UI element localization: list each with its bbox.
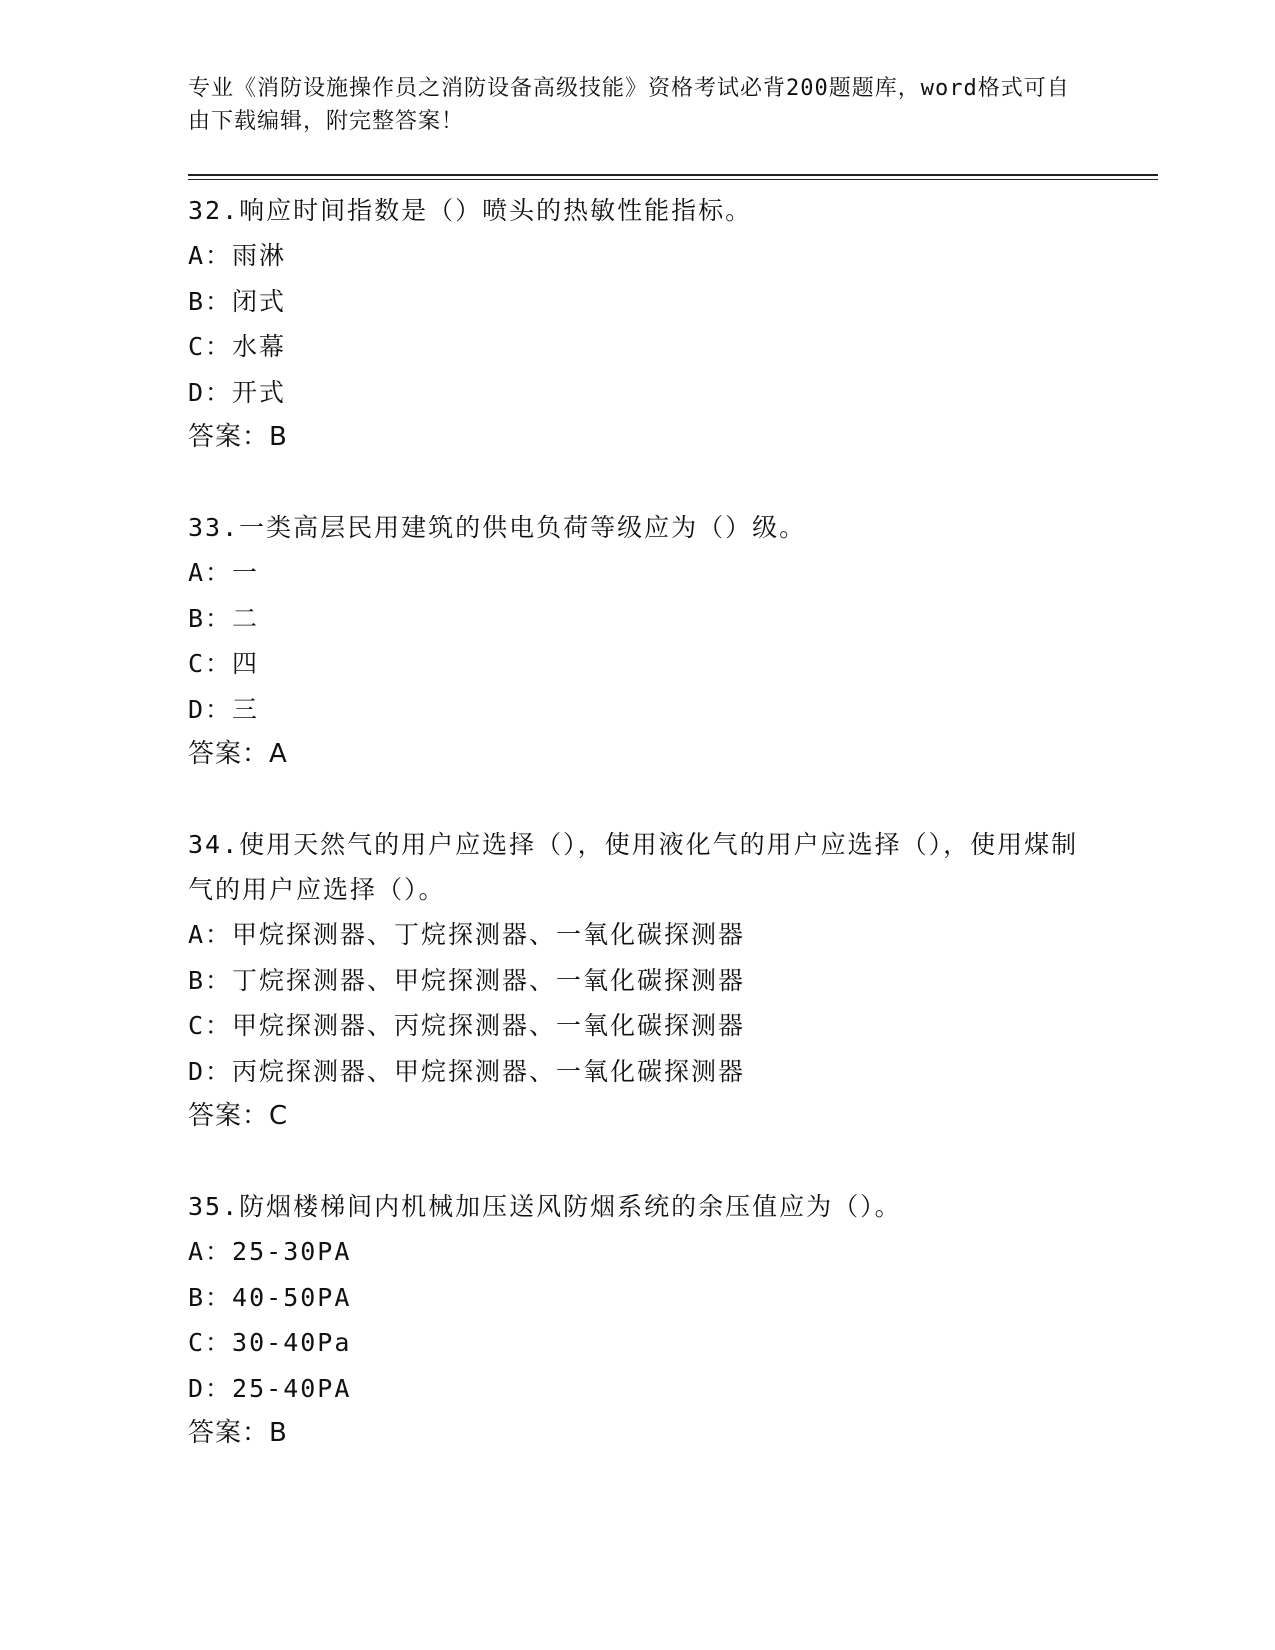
question-text: 34.使用天然气的用户应选择（），使用液化气的用户应选择（），使用煤制气的用户应选择（）。 <box>188 830 1079 904</box>
option-d: D：丙烷探测器、甲烷探测器、一氧化碳探测器 <box>188 1056 746 1086</box>
option-c: C：30-40Pa <box>188 1328 352 1357</box>
question-text: 35.防烟楼梯间内机械加压送风防烟系统的余压值应为（）。 <box>188 1192 902 1221</box>
answer-line: 答案：A <box>188 739 288 769</box>
option-c: C：水幕 <box>188 332 287 361</box>
answer-line: 答案：C <box>188 1101 289 1131</box>
option-b: B：二 <box>188 603 260 633</box>
question-32 <box>188 188 1158 460</box>
question-text: 32.响应时间指数是（）喷头的热敏性能指标。 <box>188 196 753 225</box>
question-spacer <box>188 777 1158 822</box>
option-d: D：开式 <box>188 377 287 407</box>
option-b: B：丁烷探测器、甲烷探测器、一氧化碳探测器 <box>188 965 746 995</box>
question-text: 33.一类高层民用建筑的供电负荷等级应为（）级。 <box>188 513 807 542</box>
question-35 <box>188 1184 1158 1456</box>
option-d: D：三 <box>188 694 260 724</box>
option-d: D：25-40PA <box>188 1373 352 1403</box>
option-b: B：闭式 <box>188 286 287 316</box>
header-divider <box>188 174 1158 180</box>
document-page <box>188 72 1158 1456</box>
option-a: A：甲烷探测器、丁烷探测器、一氧化碳探测器 <box>188 920 746 949</box>
question-spacer <box>188 1139 1158 1184</box>
answer-line: 答案：B <box>188 422 288 452</box>
question-33 <box>188 505 1158 777</box>
option-c: C：四 <box>188 649 260 678</box>
option-b: B：40-50PA <box>188 1282 352 1312</box>
option-c: C：甲烷探测器、丙烷探测器、一氧化碳探测器 <box>188 1011 746 1040</box>
answer-line: 答案：B <box>188 1418 288 1448</box>
question-34 <box>188 822 1158 1139</box>
option-a: A：一 <box>188 558 260 587</box>
option-a: A：雨淋 <box>188 241 287 270</box>
option-a: A：25-30PA <box>188 1237 352 1266</box>
question-spacer <box>188 460 1158 505</box>
document-header: 专业《消防设施操作员之消防设备高级技能》资格考试必背200题题库，word格式可自由下载编辑，附完整答案！ <box>188 76 1070 134</box>
